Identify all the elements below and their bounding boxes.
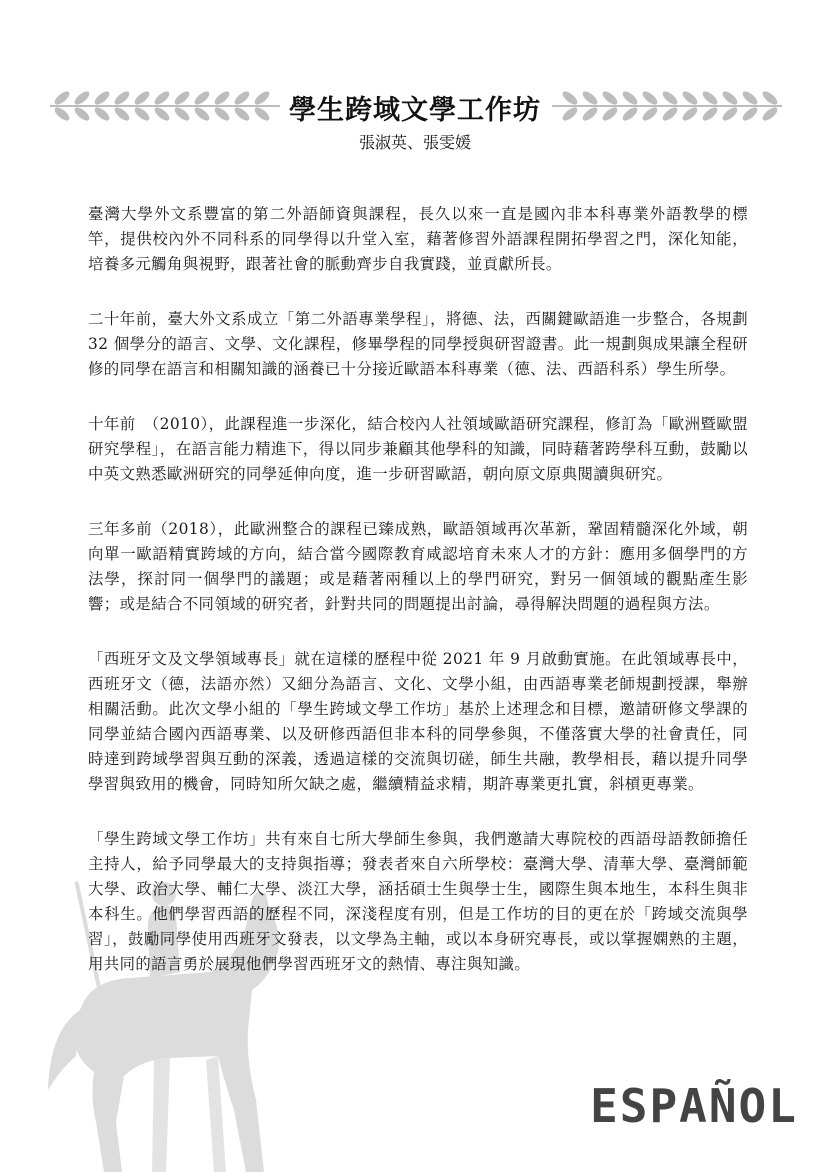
paragraph-4: 三年多前（2018），此歐洲整合的課程已臻成熟，歐語領域再次革新，鞏固精髓深化外域，朝向單一歐語精實跨域的方向，結合當今國際教育咸認培育未來人才的方針：應用多個學門的方法學，探討同一個學門的議題；或是藉著兩種以上的學門研究，對另一個領域的觀點產生影響；或是結合不同領域的研究者，針對共同的問題提出討論，尋得解決問題的過程與方法。	[88, 520, 748, 613]
page-title: 學生跨域文學工作坊	[289, 95, 541, 126]
paragraph-1: 臺灣大學外文系豐富的第二外語師資與課程，長久以來一直是國內非本科專業外語教學的標竿，提供校內外不同科系的同學得以升堂入室，藉著修習外語課程開拓學習之門，深化知能，培養多元觸角與視野，跟著社會的脈動齊步自我實踐，並貢獻所長。	[88, 205, 748, 273]
paragraph-3: 十年前 （2010），此課程進一步深化，結合校內人社領域歐語研究課程，修訂為「歐洲暨歐盟研究學程」，在語言能力精進下，得以同步兼顧其他學科的知識，同時藉著跨學科互動，鼓勵以中英文熟悉歐洲研究的同學延伸向度，進一步研習歐語，朝向原文原典閱讀與研究。	[88, 415, 748, 483]
laurel-right-icon	[548, 86, 786, 126]
paragraph-6: 「學生跨域文學工作坊」共有來自七所大學師生參與，我們邀請大專院校的西語母語教師擔任主持人，給予同學最大的支持與指導；發表者來自六所學校：臺灣大學、清華大學、臺灣師範大學、政治大學、輔仁大學、淡江大學，涵括碩士生與學士生，國際生與本地生，本科生與非本科生。他們學習西語的歷程不同，深淺程度有別，但是工作坊的目的更在於「跨域交流與學習」，鼓勵同學使用西班牙文發表，以文學為主軸，或以本身研究專長，或以掌握嫻熟的主題，用共同的語言勇於展現他們學習西班牙文的熱情、專注與知識。	[88, 830, 748, 973]
espanol-logo-icon	[576, 1074, 812, 1134]
paragraph-2: 二十年前，臺大外文系成立「第二外語專業學程」，將德、法，西關鍵歐語進一步整合，各規劃 32 個學分的語言、文學、文化課程，修畢學程的同學授與研習證書。此一規劃與成果讓全程研修的同學在語言和相關知識的涵養已十分接近歐語本科專業（德、法、西語科系）學生所學。	[88, 310, 748, 378]
paragraph-5: 「西班牙文及文學領域專長」就在這樣的歷程中從 2021 年 9 月啟動實施。在此領域專長中，西班牙文（德，法語亦然）又細分為語言、文化、文學小組，由西語專業老師規劃授課，舉辦相關活動。此次文學小組的「學生跨域文學工作坊」基於上述理念和目標，邀請研修文學課的同學並結合國內西語專業、以及研修西語但非本科的同學參與，不僅落實大學的社會責任，同時達到跨域學習與互動的深義，透過這樣的交流與切磋，師生共融，教學相長，藉以提升同學學習與致用的機會，同時知所欠缺之處，繼續精益求精，期許專業更扎實，斜槓更專業。	[88, 650, 748, 793]
authors: 張淑英、張雯媛	[358, 133, 471, 152]
article-body	[88, 202, 748, 1007]
logo-text: ESPAÑOL	[590, 1079, 798, 1133]
header	[0, 78, 830, 152]
